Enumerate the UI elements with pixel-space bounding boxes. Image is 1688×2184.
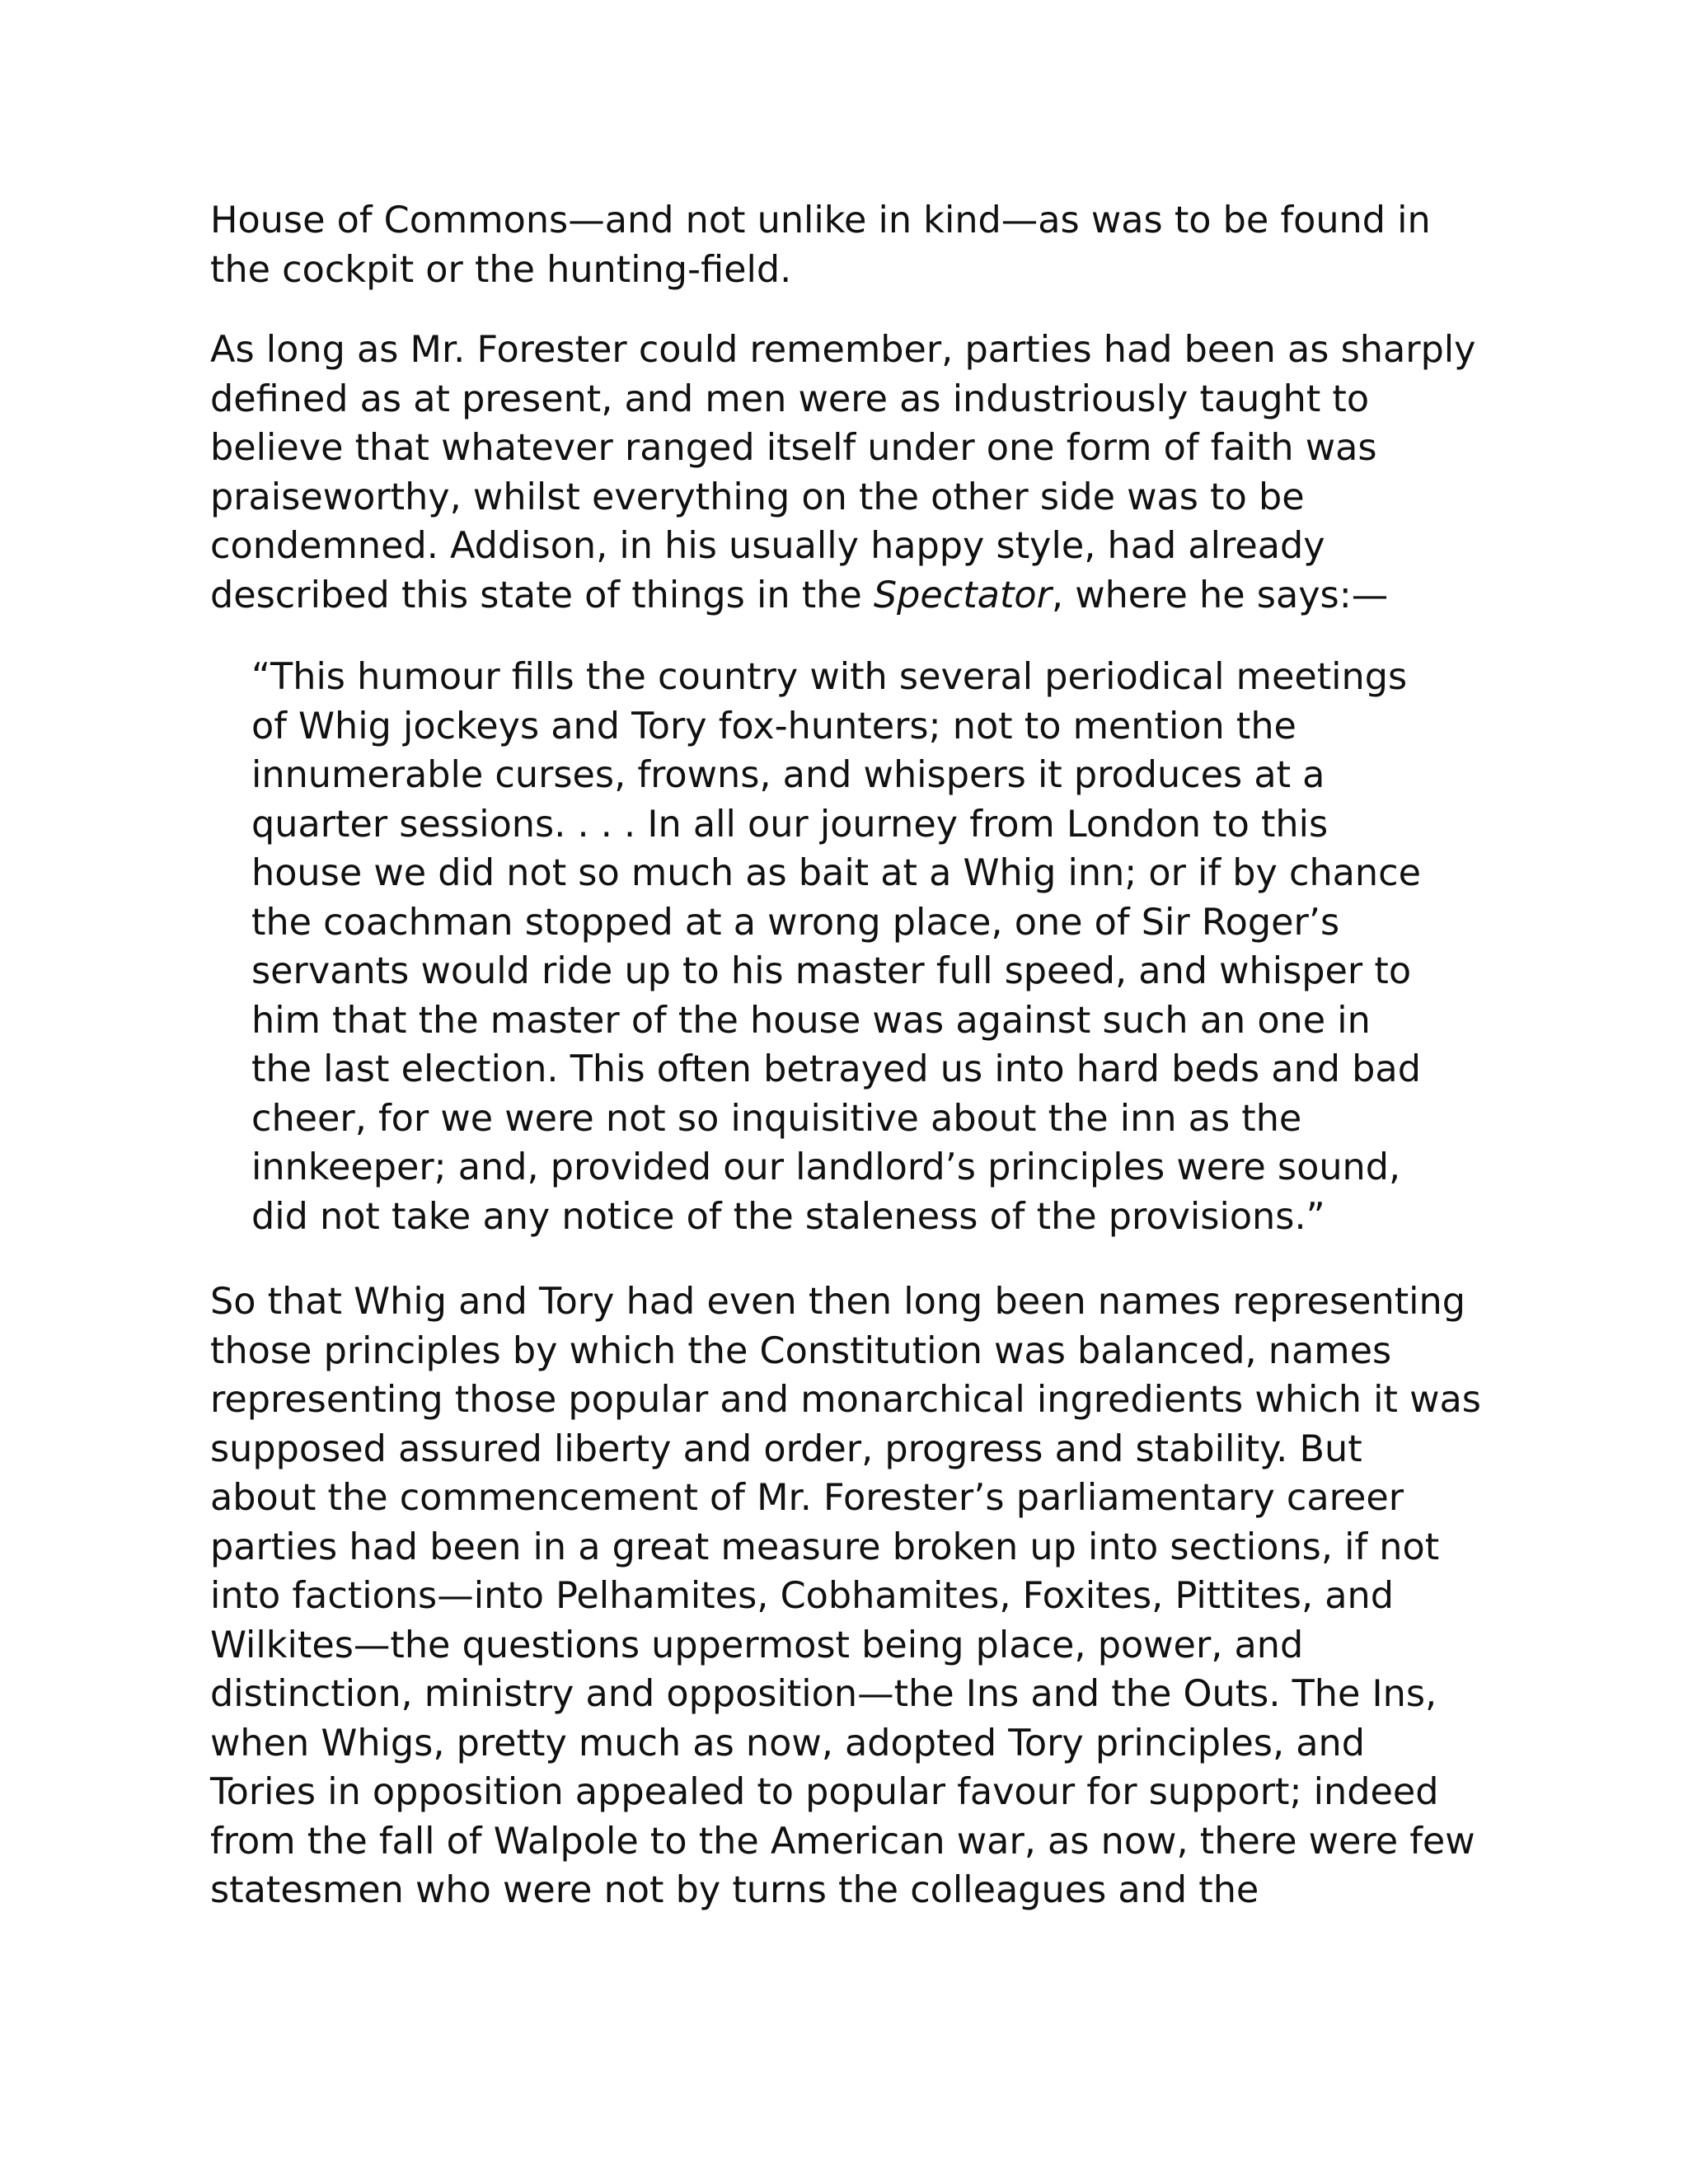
text-line: believe that whatever ranged itself under one form of faith was [210, 427, 1377, 469]
quote-line: the coachman stopped at a wrong place, one of Sir Roger’s [251, 901, 1340, 944]
paragraph-parties [210, 326, 1496, 620]
text-line: House of Commons—and not unlike in kind—as was to be found in [210, 199, 1431, 241]
text-line: defined as at present, and men were as industriously taught to [210, 377, 1370, 420]
quote-line: of Whig jockeys and Tory fox-hunters; not to mention the [251, 705, 1296, 748]
quote-line: quarter sessions. . . . In all our journey from London to this [251, 803, 1329, 846]
text-line: So that Whig and Tory had even then long been names representing [210, 1281, 1465, 1323]
quote-line: cheer, for we were not so inquisitive about the inn as the [251, 1097, 1302, 1140]
quote-line: servants would ride up to his master full speed, and whisper to [251, 950, 1412, 992]
text-line: when Whigs, pretty much as now, adopted Tory principles, and [210, 1722, 1365, 1765]
quote-line: the last election. This often betrayed us into hard beds and bad [251, 1048, 1421, 1090]
text-segment: described this state of things in the [210, 574, 874, 616]
text-line: representing those popular and monarchical ingredients which it was [210, 1379, 1481, 1421]
text-line [210, 571, 1496, 621]
text-line: from the fall of Walpole to the American war, as now, there were few [210, 1820, 1475, 1863]
text-line: supposed assured liberty and order, progress and stability. But [210, 1427, 1362, 1470]
text-line: those principles by which the Constitution was balanced, names [210, 1329, 1392, 1372]
text-line: the cockpit or the hunting-field. [210, 248, 792, 291]
quote-line: innumerable curses, frowns, and whispers it produces at a [251, 754, 1325, 796]
text-line: As long as Mr. Forester could remember, parties had been as sharply [210, 329, 1476, 371]
quote-line: innkeeper; and, provided our landlord’s principles were sound, [251, 1146, 1401, 1188]
quote-line: him that the master of the house was against such an one in [251, 999, 1371, 1042]
text-line: statesmen who were not by turns the colleagues and the [210, 1869, 1259, 1911]
paragraph-whig-and-tory [210, 1277, 1496, 1915]
text-line: praiseworthy, whilst everything on the other side was to be [210, 476, 1305, 518]
text-line: about the commencement of Mr. Forester’s parliamentary career [210, 1477, 1404, 1519]
text-line: condemned. Addison, in his usually happy style, had already [210, 525, 1325, 567]
text-line: Wilkites—the questions uppermost being place, power, and [210, 1624, 1304, 1666]
text-line: distinction, ministry and opposition—the Ins and the Outs. The Ins, [210, 1673, 1437, 1715]
block-quote [210, 653, 1496, 1241]
text-line: Tories in opposition appealed to popular favour for support; indeed [210, 1771, 1439, 1813]
page-body [210, 196, 1496, 1915]
paragraph-continued [210, 196, 1496, 294]
text-line: into factions—into Pelhamites, Cobhamites, Foxites, Pittites, and [210, 1575, 1394, 1617]
quote-line: house we did not so much as bait at a Whig inn; or if by chance [251, 852, 1421, 894]
text-segment: , where he says:— [1051, 574, 1389, 616]
quote-line: “This humour fills the country with several periodical meetings [251, 656, 1408, 698]
spectator-title: Spectator [873, 574, 1052, 616]
text-line: parties had been in a great measure broken up into sections, if not [210, 1526, 1440, 1568]
quote-line: did not take any notice of the staleness of the provisions.” [251, 1195, 1325, 1238]
